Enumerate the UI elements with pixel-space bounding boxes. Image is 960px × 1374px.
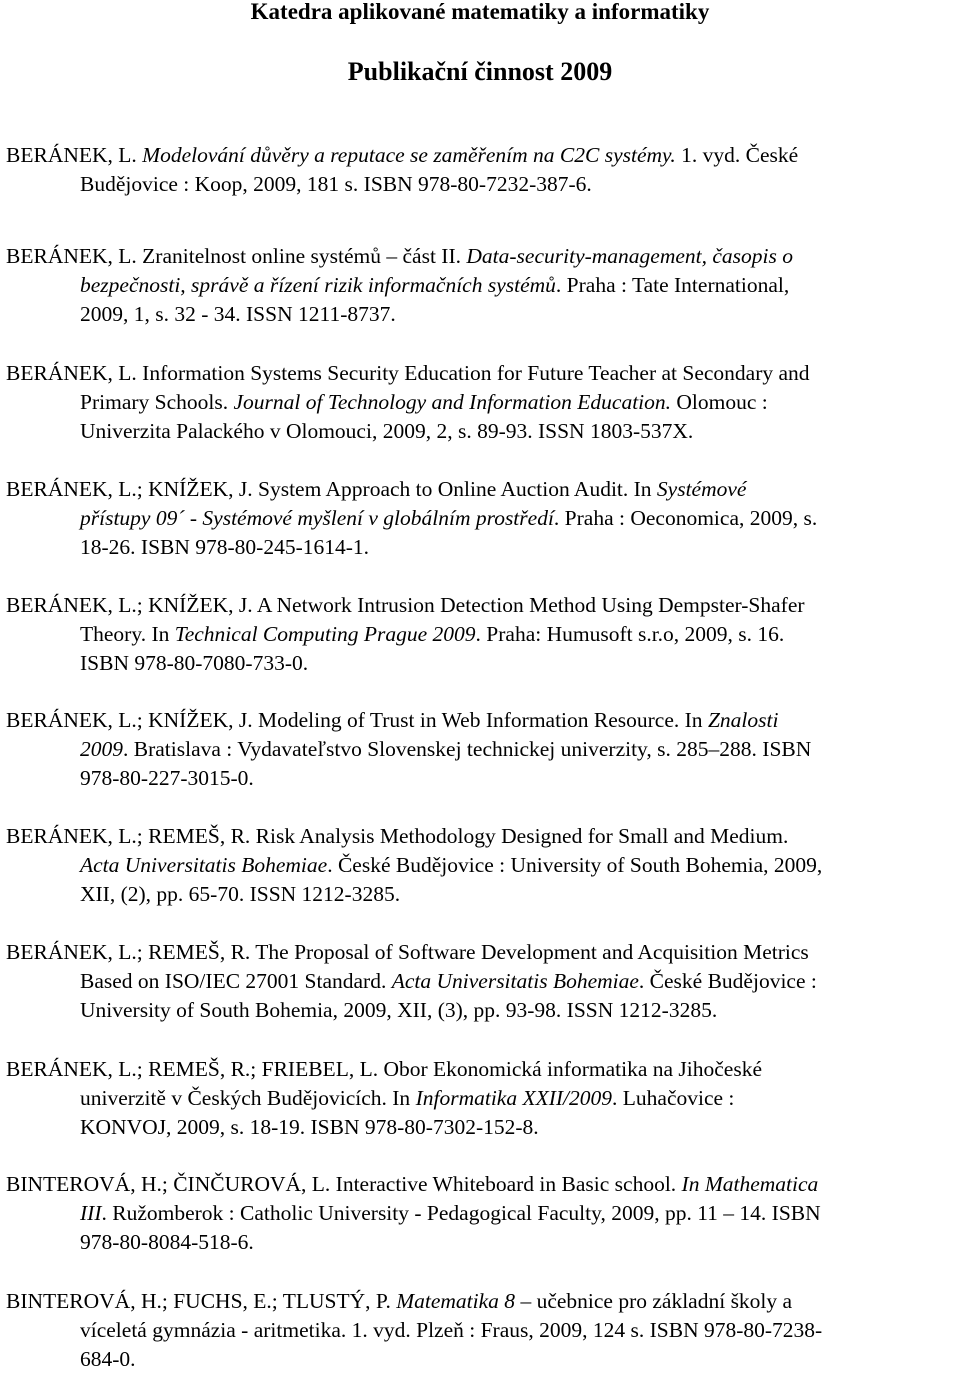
italic-text: Matematika 8	[396, 1289, 516, 1313]
entry-line	[80, 1316, 956, 1345]
entry-line	[80, 851, 956, 880]
entry-line	[6, 591, 956, 620]
entry-line	[6, 1055, 956, 1084]
italic-text: Technical Computing Prague 2009	[174, 622, 476, 646]
publication-entry	[6, 1287, 956, 1374]
entry-text: Based on ISO/IEC 27001 Standard.	[80, 969, 392, 993]
entry-line	[80, 388, 956, 417]
entry-text: BERÁNEK, L.; KNÍŽEK, J. A Network Intrusion Detection Method Using Dempster-Shafer	[6, 593, 805, 617]
entry-text: . České Budějovice : University of South Bohemia, 2009,	[327, 853, 823, 877]
entry-line	[6, 475, 956, 504]
department-heading: Katedra aplikované matematiky a informatiky	[250, 0, 710, 24]
entry-text: Primary Schools.	[80, 390, 234, 414]
publication-entry	[6, 591, 956, 678]
publication-entry	[6, 1170, 956, 1257]
entry-line	[80, 1113, 956, 1142]
entry-text: Budějovice : Koop, 2009, 181 s. ISBN 978-80-7232-387-6.	[80, 172, 592, 196]
entry-text: BERÁNEK, L. Zranitelnost online systémů – část II.	[6, 244, 467, 268]
entry-text: Theory. In	[80, 622, 175, 646]
italic-text: Modelování důvěry a reputace se zaměřením na C2C systémy.	[142, 143, 676, 167]
italic-text: Systémové	[656, 477, 747, 501]
entry-line	[80, 170, 956, 199]
entry-line	[80, 880, 956, 909]
entry-text: BERÁNEK, L. Information Systems Security Education for Future Teacher at Secondary and	[6, 361, 810, 385]
entry-line	[6, 359, 956, 388]
italic-text: Acta Universitatis Bohemiae	[391, 969, 639, 993]
entry-text: . České Budějovice :	[638, 969, 817, 993]
entry-text: BINTEROVÁ, H.; ČINČUROVÁ, L. Interactive Whiteboard in Basic school.	[6, 1172, 682, 1196]
italic-text: Znalosti	[707, 708, 779, 732]
entry-text: BERÁNEK, L.; KNÍŽEK, J. Modeling of Trust in Web Information Resource. In	[6, 708, 708, 732]
publication-entry	[6, 475, 956, 562]
entry-text: BERÁNEK, L.; KNÍŽEK, J. System Approach to Online Auction Audit. In	[6, 477, 657, 501]
entry-text: BERÁNEK, L.; REMEŠ, R. Risk Analysis Methodology Designed for Small and Medium.	[6, 824, 789, 848]
entry-line	[6, 1287, 956, 1316]
italic-text: III	[80, 1201, 102, 1225]
entry-line	[80, 504, 956, 533]
entry-text: víceletá gymnázia - aritmetika. 1. vyd. Plzeň : Fraus, 2009, 124 s. ISBN 978-80-7238-	[80, 1318, 823, 1342]
publication-entry	[6, 141, 956, 199]
entry-text: . Praha: Humusoft s.r.o, 2009, s. 16.	[475, 622, 785, 646]
italic-text: Journal of Technology and Information Education.	[233, 390, 672, 414]
entry-line	[80, 764, 956, 793]
italic-text: Acta Universitatis Bohemiae	[80, 853, 328, 877]
entry-text: Olomouc :	[671, 390, 768, 414]
entry-text: univerzitě v Českých Budějovicích. In	[80, 1086, 416, 1110]
entry-text: 1. vyd. České	[675, 143, 799, 167]
entry-text: BERÁNEK, L.; REMEŠ, R. The Proposal of Software Development and Acquisition Metrics	[6, 940, 809, 964]
entry-text: BERÁNEK, L.; REMEŠ, R.; FRIEBEL, L. Obor Ekonomická informatika na Jihočeské	[6, 1057, 762, 1081]
entry-line	[6, 1170, 956, 1199]
publication-entry	[6, 1055, 956, 1142]
entry-line	[6, 242, 956, 271]
entry-line	[80, 271, 956, 300]
italic-text: přístupy 09´ - Systémové myšlení v globálním prostředí	[80, 506, 554, 530]
italic-text: bezpečnosti, správě a řízení rizik informačních systémů	[80, 273, 556, 297]
entry-text: ISBN 978-80-7080-733-0.	[80, 651, 309, 675]
entry-line	[80, 967, 956, 996]
entry-text: Univerzita Palackého v Olomouci, 2009, 2, s. 89-93. ISSN 1803-537X.	[80, 419, 694, 443]
entry-line	[80, 620, 956, 649]
entry-line	[6, 141, 956, 170]
entry-line	[80, 649, 956, 678]
italic-text: 2009	[80, 737, 123, 761]
page-title: Publikační činnost 2009	[347, 57, 613, 86]
italic-text: Informatika XXII/2009	[415, 1086, 613, 1110]
entry-line	[6, 822, 956, 851]
entry-line	[80, 533, 956, 562]
entry-text: 18-26. ISBN 978-80-245-1614-1.	[80, 535, 370, 559]
entry-line	[80, 1084, 956, 1113]
entry-line	[6, 706, 956, 735]
entry-text: . Luhačovice :	[612, 1086, 735, 1110]
italic-text: In Mathematica	[681, 1172, 819, 1196]
entry-line	[80, 1228, 956, 1257]
entry-line	[80, 417, 956, 446]
entry-line	[80, 1345, 956, 1374]
entry-line	[80, 996, 956, 1025]
publication-entry	[6, 706, 956, 793]
entry-line	[80, 1199, 956, 1228]
entry-text: 978-80-8084-518-6.	[80, 1230, 254, 1254]
entry-text: BINTEROVÁ, H.; FUCHS, E.; TLUSTÝ, P.	[6, 1289, 397, 1313]
entry-text: . Praha : Oeconomica, 2009, s.	[553, 506, 818, 530]
entry-text: KONVOJ, 2009, s. 18-19. ISBN 978-80-7302-152-8.	[80, 1115, 539, 1139]
entry-text: XII, (2), pp. 65-70. ISSN 1212-3285.	[80, 882, 401, 906]
entry-text: . Praha : Tate International,	[555, 273, 790, 297]
entry-text: 684-0.	[80, 1347, 136, 1371]
entry-text: University of South Bohemia, 2009, XII, (3), pp. 93-98. ISSN 1212-3285.	[80, 998, 718, 1022]
entry-text: – učebnice pro základní školy a	[515, 1289, 793, 1313]
publication-entry	[6, 359, 956, 446]
entry-text: 2009, 1, s. 32 - 34. ISSN 1211-8737.	[80, 302, 396, 326]
entry-text: BERÁNEK, L.	[6, 143, 143, 167]
entry-line	[6, 938, 956, 967]
entry-text: . Ružomberok : Catholic University - Pedagogical Faculty, 2009, pp. 11 – 14. ISBN	[101, 1201, 821, 1225]
entry-text: . Bratislava : Vydavateľstvo Slovenskej technickej univerzity, s. 285–288. ISBN	[123, 737, 812, 761]
entry-text: 978-80-227-3015-0.	[80, 766, 254, 790]
publication-entry	[6, 822, 956, 909]
publication-entry	[6, 938, 956, 1025]
italic-text: Data-security-management, časopis o	[466, 244, 794, 268]
entry-line	[80, 300, 956, 329]
publication-entry	[6, 242, 956, 329]
entry-line	[80, 735, 956, 764]
